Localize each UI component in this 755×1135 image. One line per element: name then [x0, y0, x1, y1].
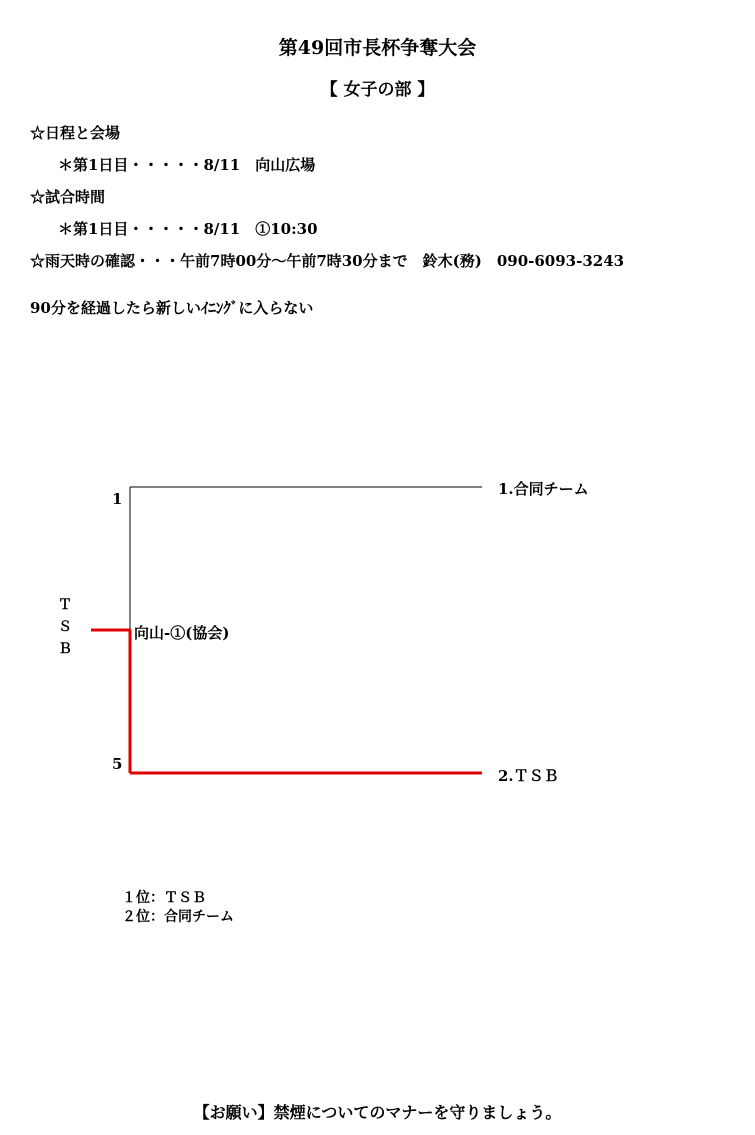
match-label: 向山-①(協会): [134, 624, 230, 642]
winner-label-char: Ｔ: [58, 597, 72, 613]
winner-label-char: Ｓ: [58, 619, 72, 635]
schedule-line: ＊第1日目・・・・・8/11 向山広場: [58, 156, 316, 174]
bottom-team-name: 2.ＴＳＢ: [498, 767, 559, 785]
winner-vertical-label: [58, 594, 72, 660]
top-score: 1: [112, 490, 123, 508]
time-heading: ☆試合時間: [30, 188, 106, 206]
rain-contact-line: ☆雨天時の確認・・・午前7時00分～午前7時30分まで 鈴木(務) 090-6093-3243: [30, 252, 625, 270]
result-second: ２位：合同チーム: [122, 909, 234, 925]
footer-notice: 【お願い】禁煙についてのマナーを守りましょう。: [193, 1103, 562, 1122]
time-line: ＊第1日目・・・・・8/11 ①10:30: [58, 220, 318, 238]
rule-note: 90分を経過したら新しいｲﾆﾝｸﾞに入らない: [30, 299, 314, 317]
winner-label-char: Ｂ: [58, 641, 72, 657]
bottom-score: 5: [112, 755, 123, 773]
schedule-heading: ☆日程と会場: [30, 124, 121, 142]
page-title: 第49回市長杯争奪大会: [278, 37, 477, 59]
result-first: １位：ＴＳＢ: [122, 890, 206, 906]
division-title: 【 女子の部 】: [320, 80, 435, 100]
top-team-name: 1.合同チーム: [498, 480, 589, 498]
